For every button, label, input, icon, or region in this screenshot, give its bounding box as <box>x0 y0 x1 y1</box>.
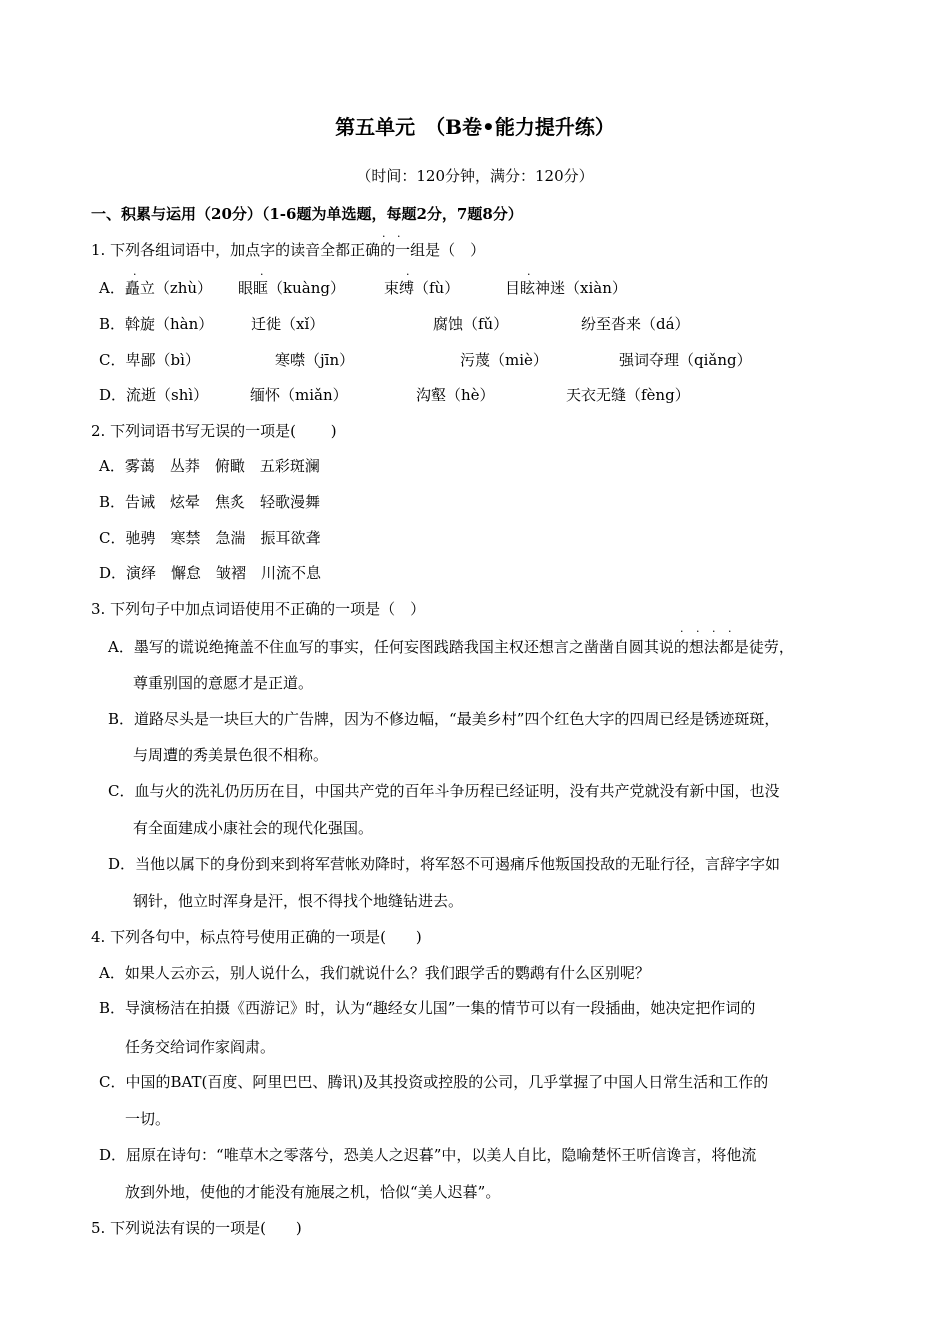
question-4-option-a: A．如果人云亦云，别人说什么，我们就说什么？我们跟学舌的鹦鹉有什么区别呢？ <box>99 964 650 982</box>
option-a-item-4: 目眩神迷（xiàn） <box>505 279 627 297</box>
option-b-item-1: B．斡旋（hàn） <box>99 315 214 333</box>
question-4-option-b: B．导演杨洁在拍摄《西游记》时，认为“趣经女儿国”一集的情节可以有一段插曲，她决定把作词的 <box>99 999 756 1017</box>
question-2-option-a: A．雾蔼 丛莽 俯瞰 五彩斑澜 <box>99 457 320 475</box>
emphasis-dot: · <box>133 268 137 281</box>
question-5-stem: 5. 下列说法有误的一项是( ) <box>91 1219 302 1237</box>
option-c-item-3: 污蔑（miè） <box>460 351 548 369</box>
question-3-option-d-cont: 钢针，他立时浑身是汗，恨不得找个地缝钻进去。 <box>133 892 464 910</box>
option-c-item-1: C．卑鄙（bì） <box>99 351 200 369</box>
question-3-option-c-cont: 有全面建成小康社会的现代化强国。 <box>133 819 374 837</box>
question-4-option-c-cont: 一切。 <box>125 1110 171 1128</box>
option-d-item-4: 天衣无缝（fèng） <box>566 386 690 404</box>
question-1-option-a <box>99 278 212 298</box>
question-3-option-b-cont: 与周遭的秀美景色很不相称。 <box>133 746 329 764</box>
emphasis-dot: · <box>260 268 264 281</box>
emphasis-dot: · <box>397 230 401 243</box>
exam-info: （时间：120分钟，满分：120分） <box>356 167 594 185</box>
question-4-stem: 4. 下列各句中，标点符号使用正确的一项是( ) <box>91 928 422 946</box>
question-2-option-d: D．演绎 懈怠 皱褶 川流不息 <box>99 564 322 582</box>
option-b-item-3: 腐蚀（fǔ） <box>433 315 509 333</box>
question-3-option-a: A．墨写的谎说绝掩盖不住血写的事实，任何妄图践踏我国主权还想言之凿凿自圆其说的想法都是徒劳， <box>108 638 794 656</box>
option-d-item-1: D．流逝（shì） <box>99 386 209 404</box>
emphasis-dot: · <box>728 625 732 638</box>
option-c-item-2: 寒噤（jīn） <box>275 351 355 369</box>
option-b-item-4: 纷至沓来（dá） <box>581 315 690 333</box>
option-d-item-3: 沟壑（hè） <box>416 386 495 404</box>
question-3-option-c: C．血与火的洗礼仍历历在目，中国共产党的百年斗争历程已经证明，没有共产党就没有新中国，也没 <box>108 782 780 800</box>
option-a-item-2: 眼眶（kuàng） <box>238 279 345 297</box>
option-a-item-3: 束缚（fù） <box>384 279 460 297</box>
question-4-option-c: C．中国的BAT(百度、阿里巴巴、腾讯)及其投资或控股的公司，几乎掌握了中国人日常生活和工作的 <box>99 1073 769 1091</box>
option-c-item-4: 强词夺理（qiǎng） <box>619 351 752 369</box>
page-title: 第五单元 （B卷•能力提升练） <box>335 115 615 139</box>
emphasis-dot: · <box>406 268 410 281</box>
emphasis-dot: · <box>696 625 700 638</box>
question-4-option-d-cont: 放到外地，使他的才能没有施展之机，恰似“美人迟暮”。 <box>125 1183 501 1201</box>
question-3-option-d: D．当他以属下的身份到来到将军营帐劝降时，将军怒不可遏痛斥他叛国投敌的无耻行径，言辞字字如 <box>108 855 781 873</box>
question-3-option-b: B．道路尽头是一块巨大的广告牌，因为不修边幅，“最美乡村”四个红色大字的四周已经是锈迹斑斑， <box>108 710 780 728</box>
section-heading: 一、积累与运用（20分）（1-6题为单选题，每题2分，7题8分） <box>91 205 523 223</box>
emphasis-dot: · <box>382 230 386 243</box>
question-4-option-d: D．屈原在诗句：“唯草木之零落兮，恐美人之迟暮”中，以美人自比，隐喻楚怀王听信谗言，将他流 <box>99 1146 757 1164</box>
option-b-item-2: 迁徙（xǐ） <box>251 315 325 333</box>
emphasis-dot: · <box>527 268 531 281</box>
question-2-stem: 2. 下列词语书写无误的一项是( ) <box>91 422 337 440</box>
option-a-item-1: A．矗立（zhù） <box>99 279 213 297</box>
question-2-option-c: C．驰骋 寒禁 急湍 振耳欲聋 <box>99 529 321 547</box>
emphasis-dot: · <box>680 625 684 638</box>
question-1-stem: 1. 下列各组词语中，加点字的读音全都正确的一组是（ ） <box>91 241 486 259</box>
question-3-option-a-cont: 尊重别国的意愿才是正道。 <box>133 674 314 692</box>
question-2-option-b: B．告诫 炫晕 焦炙 轻歌漫舞 <box>99 493 321 511</box>
question-3-stem: 3. 下列句子中加点词语使用不正确的一项是（ ） <box>91 600 426 618</box>
option-d-item-2: 缅怀（miǎn） <box>250 386 348 404</box>
emphasis-dot: · <box>712 625 716 638</box>
question-4-option-b-cont: 任务交给词作家阎肃。 <box>125 1038 276 1056</box>
